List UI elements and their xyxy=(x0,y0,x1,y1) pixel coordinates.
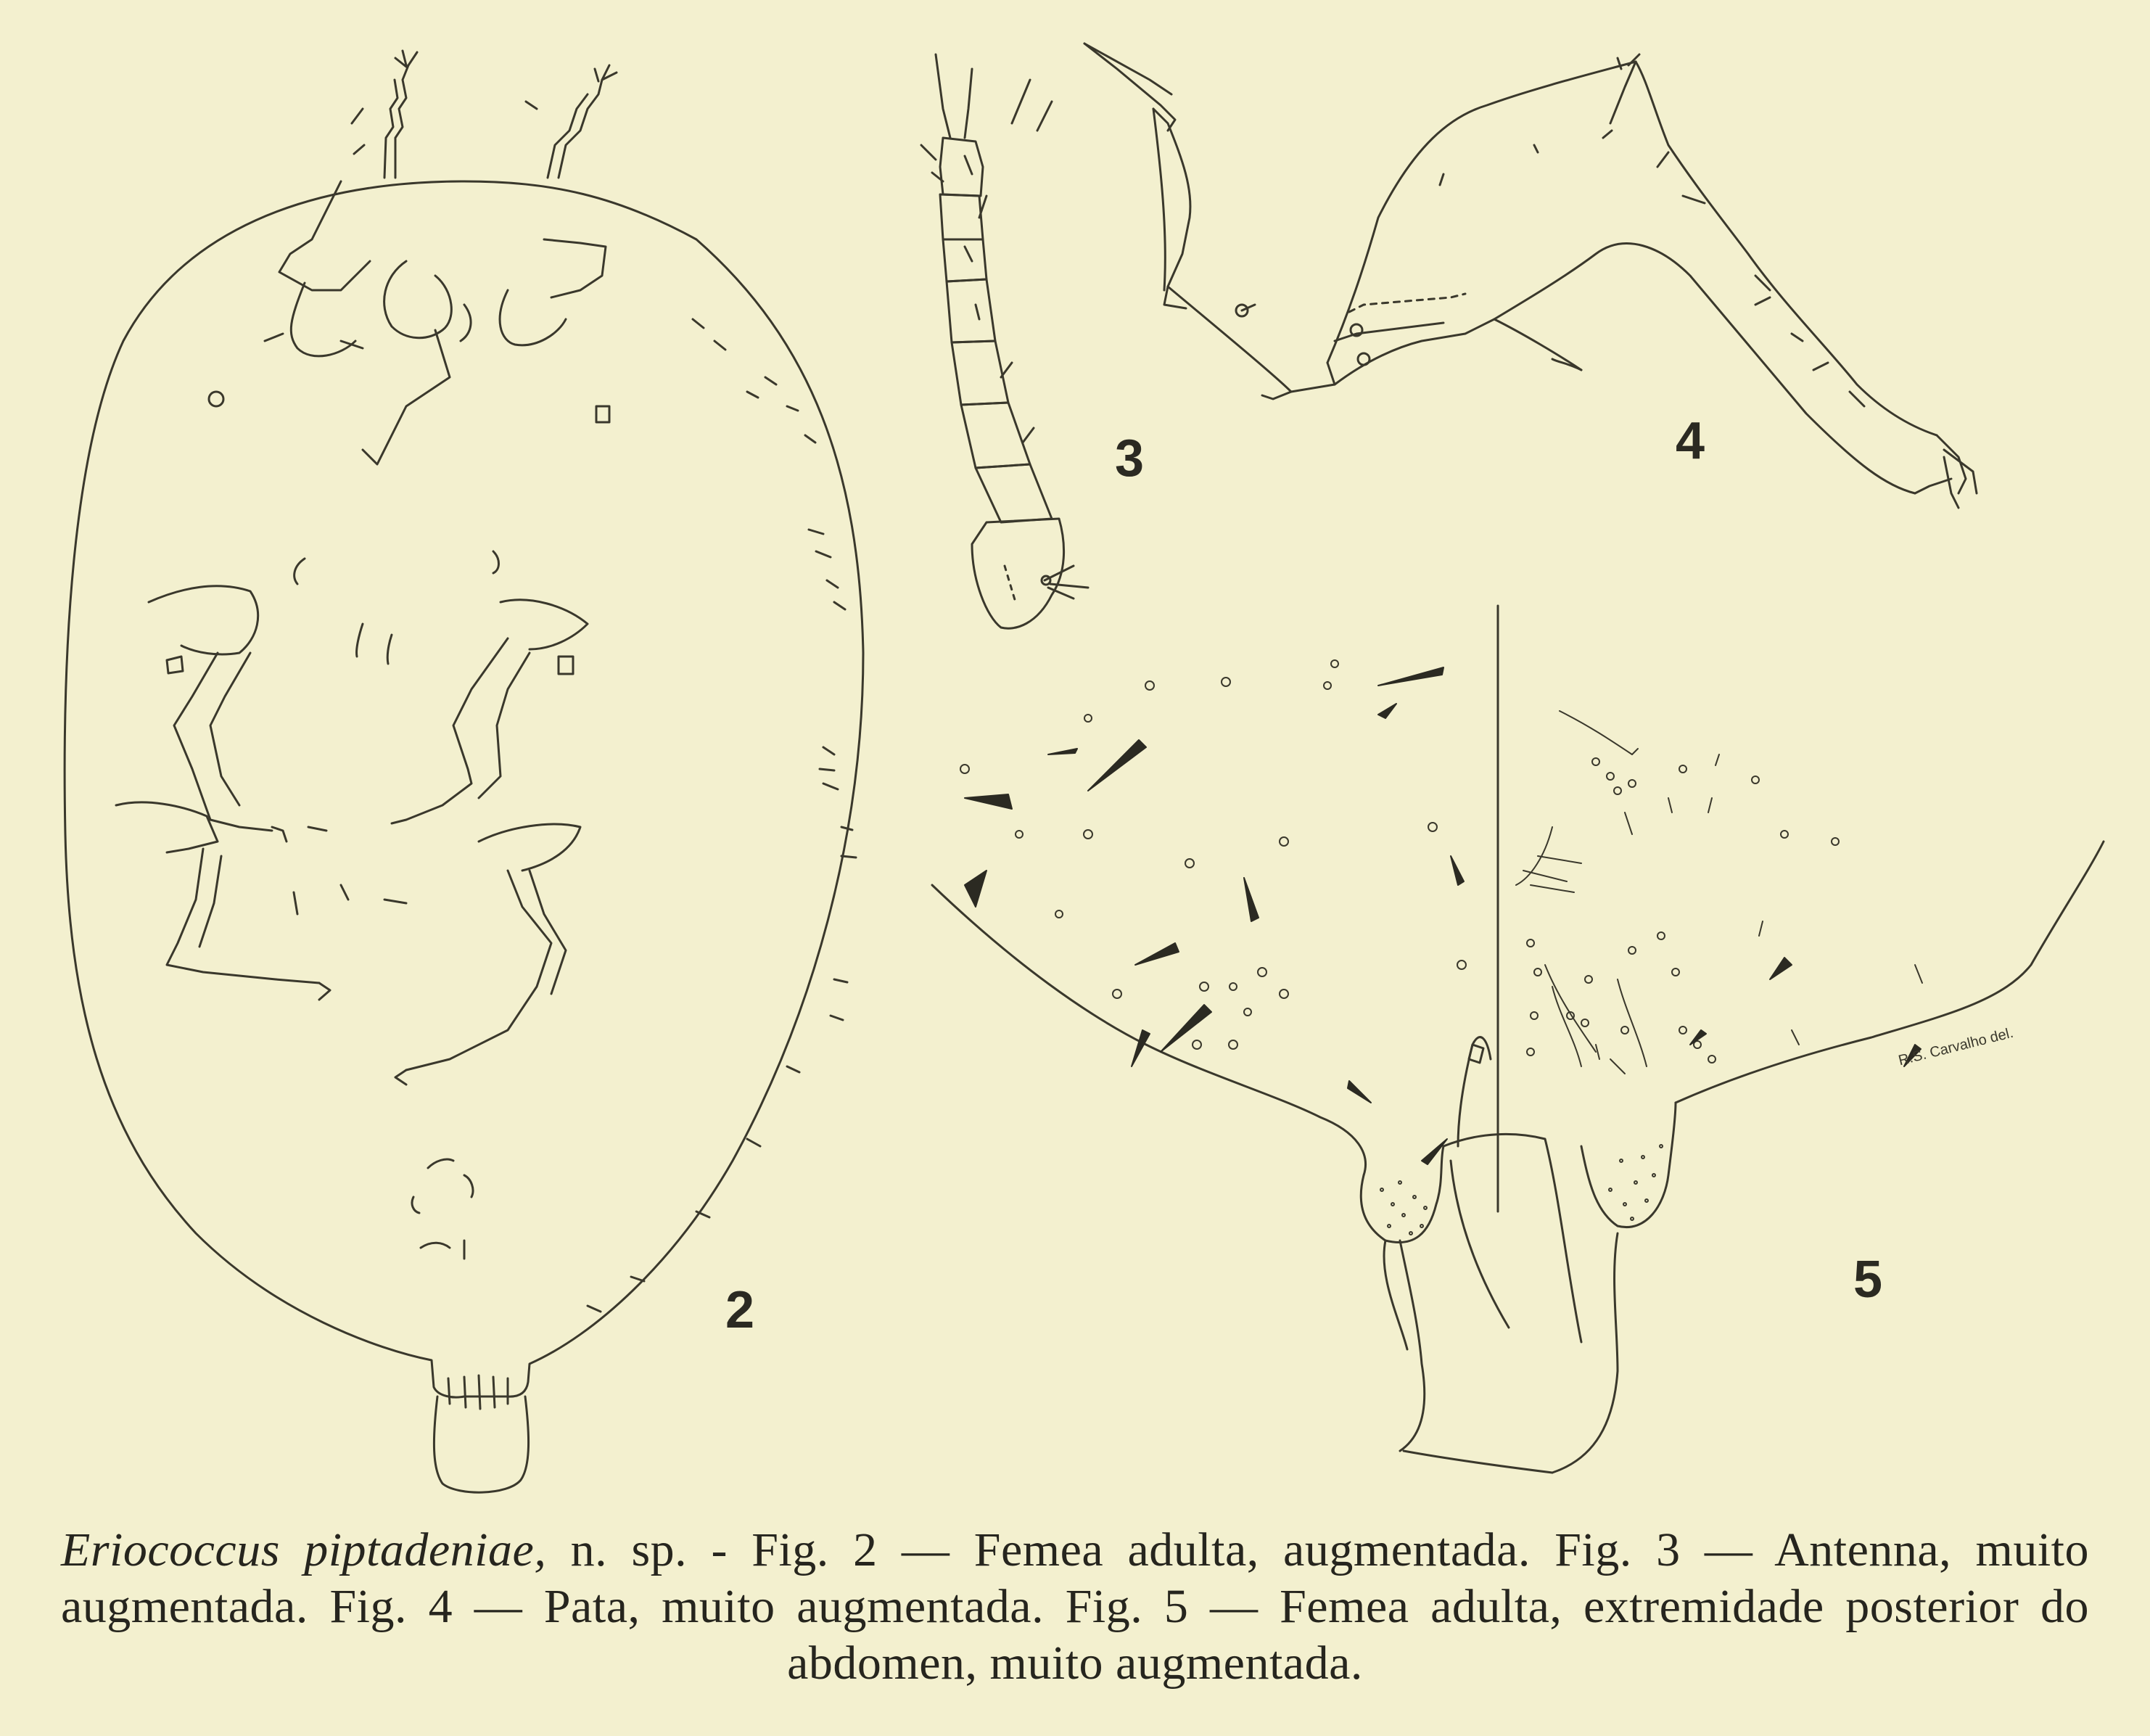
figure-caption xyxy=(61,1522,2089,1692)
artist-signature: R.S. Carvalho del. xyxy=(1897,1024,2015,1069)
fig3-number: 3 xyxy=(1115,429,1145,488)
fig3-antenna xyxy=(921,54,1088,628)
fig2-antenna-right xyxy=(526,65,617,178)
caption-text: n. sp. - Fig. 2 — Femea adulta, augmentada. Fig. 3 — Antenna, muito augmentada. Fig. 4 — Pata, muito augmentada. Fig. 5 — Femea adulta, extremidade posterior do abdomen, muito augmentada. xyxy=(61,1523,2089,1690)
fig4-leg xyxy=(1084,44,1977,508)
fig5-number: 5 xyxy=(1853,1251,1883,1309)
fig2-female-body xyxy=(65,51,863,1492)
fig4-number: 4 xyxy=(1676,412,1705,470)
fig5-abdomen-tip xyxy=(932,606,2104,1473)
caption-species-name: Eriococcus piptadeniae, xyxy=(61,1523,547,1576)
fig2-number: 2 xyxy=(725,1281,755,1339)
fig2-antenna-left xyxy=(352,51,417,178)
